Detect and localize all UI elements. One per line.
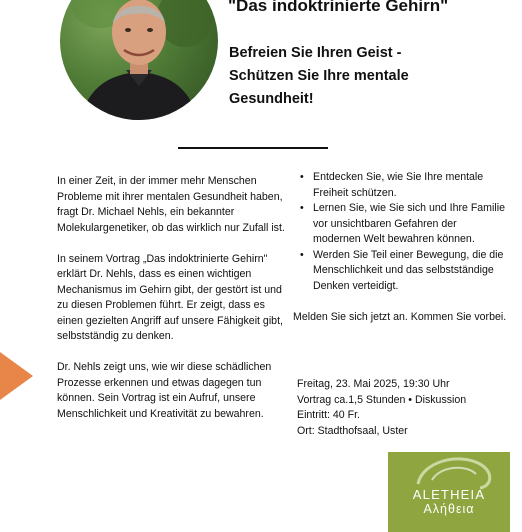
description-paragraph: In einer Zeit, in der immer mehr Menschen Probleme mit ihrer mentalen Gesundheit haben, fragt Dr. Michael Nehls, ein bekannter Molekulargenetiker, ob das wirklich nur Zufall ist. [57,175,285,234]
benefits-list [292,170,507,294]
event-date: Freitag, 23. Mai 2025, 19:30 Uhr [297,378,450,390]
benefit-item: • Werden Sie Teil einer Bewegung, die die Menschlichkeit und das selbstständige Denken verteidigt. [292,248,507,295]
talk-subtitle: Befreien Sie Ihren Geist - Schützen Sie Ihre mentale Gesundheit! [229,45,409,107]
benefit-item: • Lernen Sie, wie Sie sich und Ihre Familie vor unsichtbaren Gefahren der modernen Welt bewahren können. [292,201,507,248]
event-location: Ort: Stadthofsaal, Uster [297,424,408,437]
talk-title: "Das indoktrinierte Gehirn" [228,0,449,15]
divider-line [178,147,328,149]
speaker-portrait [60,0,218,120]
benefit-item: • Entdecken Sie, wie Sie Ihre mentale Freiheit schützen. [292,170,507,201]
call-to-action: Melden Sie sich jetzt an. Kommen Sie vorbei. [293,310,507,323]
aletheia-logo [388,452,510,532]
logo-wordmark: ALETHEIA [412,487,486,502]
event-admission: Eintritt: 40 Fr. [297,409,360,421]
speaker-photo-illustration [60,0,218,120]
event-details [297,377,466,439]
logo-greek-wordmark: Αλήθεια [423,502,475,516]
description-paragraph: In seinem Vortrag „Das indoktrinierte Gehirn" erklärt Dr. Nehls, dass es einen wichtigen Mechanismus im Gehirn gibt, der gestört ist und zu diesen Problemen führt. Er zeigt, dass es einen gezielten Angriff auf unsere Fähigkeit gibt, selbstständig zu denken. [57,252,283,342]
arrow-decoration-icon [0,352,33,400]
description-paragraph: Dr. Nehls zeigt uns, wie wir diese schädlichen Prozesse erkennen und etwas dagegen tun können. Sein Vortrag ist ein Aufruf, unsere Menschlichkeit und Kreativität zu bewahren. [57,361,272,420]
event-duration: Vortrag ca.1,5 Stunden • Diskussion [297,393,467,406]
description-column [57,174,289,438]
benefits-column [292,170,507,325]
